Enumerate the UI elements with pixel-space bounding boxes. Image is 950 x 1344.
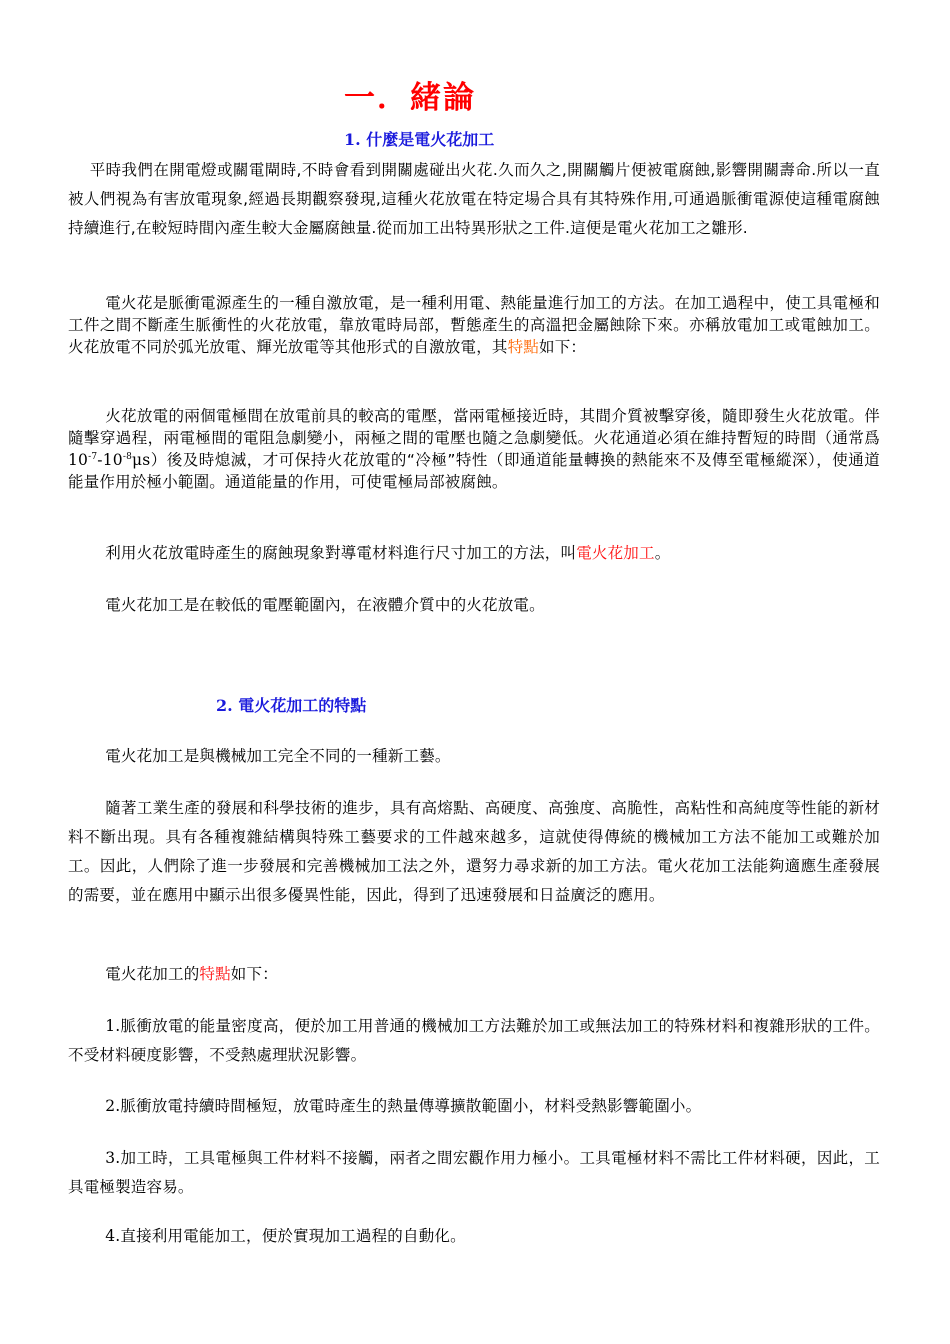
- section-2-paragraph-3-end: 如下：: [230, 965, 278, 983]
- section-2-heading-text: 電火花加工的特點: [238, 696, 367, 715]
- feature-item-4-text: 直接利用電能加工，便於實現加工過程的自動化。: [120, 1227, 466, 1245]
- feature-item-4: [68, 1222, 880, 1251]
- section-1-number: 1.: [344, 130, 361, 149]
- section-1-paragraph-3-text-b: ）後及時熄滅，才可保持火花放電的“冷極”特性（即通道能量轉換的熱能來不及傳至電極縱深），使通道能量作用於極小範圍。通道能量的作用，可使電極局部被腐蝕。: [68, 451, 880, 491]
- section-1-paragraph-2: [68, 292, 880, 358]
- feature-item-2: [68, 1092, 880, 1121]
- feature-item-4-number: 4.: [105, 1227, 121, 1245]
- section-1-paragraph-2-end: 如下：: [539, 338, 587, 356]
- discharge-time-start: 10: [68, 451, 89, 469]
- section-1-paragraph-2-text: 電火花是脈衝電源產生的一種自激放電，是一種利用電、熱能量進行加工的方法。在加工過程中，使工具電極和工件之間不斷產生脈衝性的火花放電，靠放電時局部，暫態產生的高溫把金屬蝕除下來。亦稱放電加工或電蝕加工。火花放電不同於弧光放電、輝光放電等其他形式的自激放電，其: [68, 294, 880, 356]
- section-2-highlight-features: 特點: [199, 965, 231, 983]
- section-1-paragraph-4: [68, 542, 880, 564]
- feature-item-1-number: 1.: [105, 1017, 121, 1035]
- feature-item-2-number: 2.: [105, 1097, 121, 1115]
- section-2-heading: [216, 694, 366, 718]
- section-1-paragraph-3-text-a: 火花放電的兩個電極間在放電前具的較高的電壓，當兩電極接近時，其間介質被擊穿後，隨即發生火花放電。伴隨擊穿過程，兩電極間的電阻急劇變小，兩極之間的電壓也隨之急劇變低。火花通道必須在維持暫短的時間（通常爲: [68, 407, 880, 447]
- section-1-highlight-features: 特點: [507, 338, 540, 356]
- section-1-heading-text: 什麼是電火花加工: [366, 130, 495, 149]
- feature-item-2-text: 脈衝放電持續時間極短，放電時產生的熱量傳導擴散範圍小，材料受熱影響範圍小。: [120, 1097, 702, 1115]
- section-1-paragraph-5: 電火花加工是在較低的電壓範圍內，在液體介質中的火花放電。: [105, 596, 545, 614]
- feature-item-3-number: 3.: [105, 1149, 121, 1167]
- section-2-paragraph-3: [68, 960, 880, 989]
- section-2-paragraph-2: 隨著工業生產的發展和科學技術的進步，具有高熔點、高硬度、高強度、高脆性，高粘性和高純度等性能的新材料不斷出現。具有各種複雜結構與特殊工藝要求的工件越來越多，這就使得傳統的機械加工方法不能加工或難於加工。因此，人們除了進一步發展和完善機械加工法之外，還努力尋求新的加工方法。電火花加工法能夠適應生產發展的需要，並在應用中顯示出很多優異性能，因此，得到了迅速發展和日益廣泛的應用。: [68, 799, 880, 904]
- discharge-time-unit: μs: [132, 451, 151, 469]
- section-1-heading: [344, 128, 494, 152]
- section-1-paragraph-4-text: 利用火花放電時產生的腐蝕現象對導電材料進行尺寸加工的方法，叫: [105, 544, 577, 562]
- discharge-time-exponent-end: -8: [122, 451, 133, 462]
- section-2-paragraph-3-text: 電火花加工的: [105, 965, 200, 983]
- section-2-number: 2.: [216, 696, 233, 715]
- feature-item-1: [68, 1012, 880, 1070]
- feature-item-1-text: 脈衝放電的能量密度高，便於加工用普通的機械加工方法難於加工或無法加工的特殊材料和複雜形狀的工件。不受材料硬度影響，不受熱處理狀況影響。: [68, 1017, 880, 1064]
- feature-item-3: [68, 1144, 880, 1202]
- section-1-paragraph-1: 平時我們在開電燈或關電閘時,不時會看到開關處碰出火花.久而久之,開關觸片便被電腐蝕,影響開關壽命.所以一直被人們視為有害放電現象,經過長期觀察發現,這種火花放電在特定場合具有其特殊作用,可通過脈衝電源使這種電腐蝕持續進行,在較短時間內產生較大金屬腐蝕量.從而加工出特異形狀之工件.這便是電火花加工之雛形.: [68, 161, 880, 237]
- section-1-highlight-edm: 電火花加工: [576, 544, 655, 562]
- section-1-paragraph-3: [68, 405, 880, 493]
- feature-item-3-text: 加工時，工具電極與工件材料不接觸，兩者之間宏觀作用力極小。工具電極材料不需比工件材料硬，因此，工具電極製造容易。: [68, 1149, 880, 1196]
- page-title: 一．緒論: [344, 80, 476, 116]
- section-1-paragraph-4-end: 。: [654, 544, 671, 562]
- section-2-paragraph-1: 電火花加工是與機械加工完全不同的一種新工藝。: [105, 747, 451, 765]
- discharge-time-end: -10: [97, 451, 123, 469]
- discharge-time-exponent-start: -7: [88, 451, 98, 462]
